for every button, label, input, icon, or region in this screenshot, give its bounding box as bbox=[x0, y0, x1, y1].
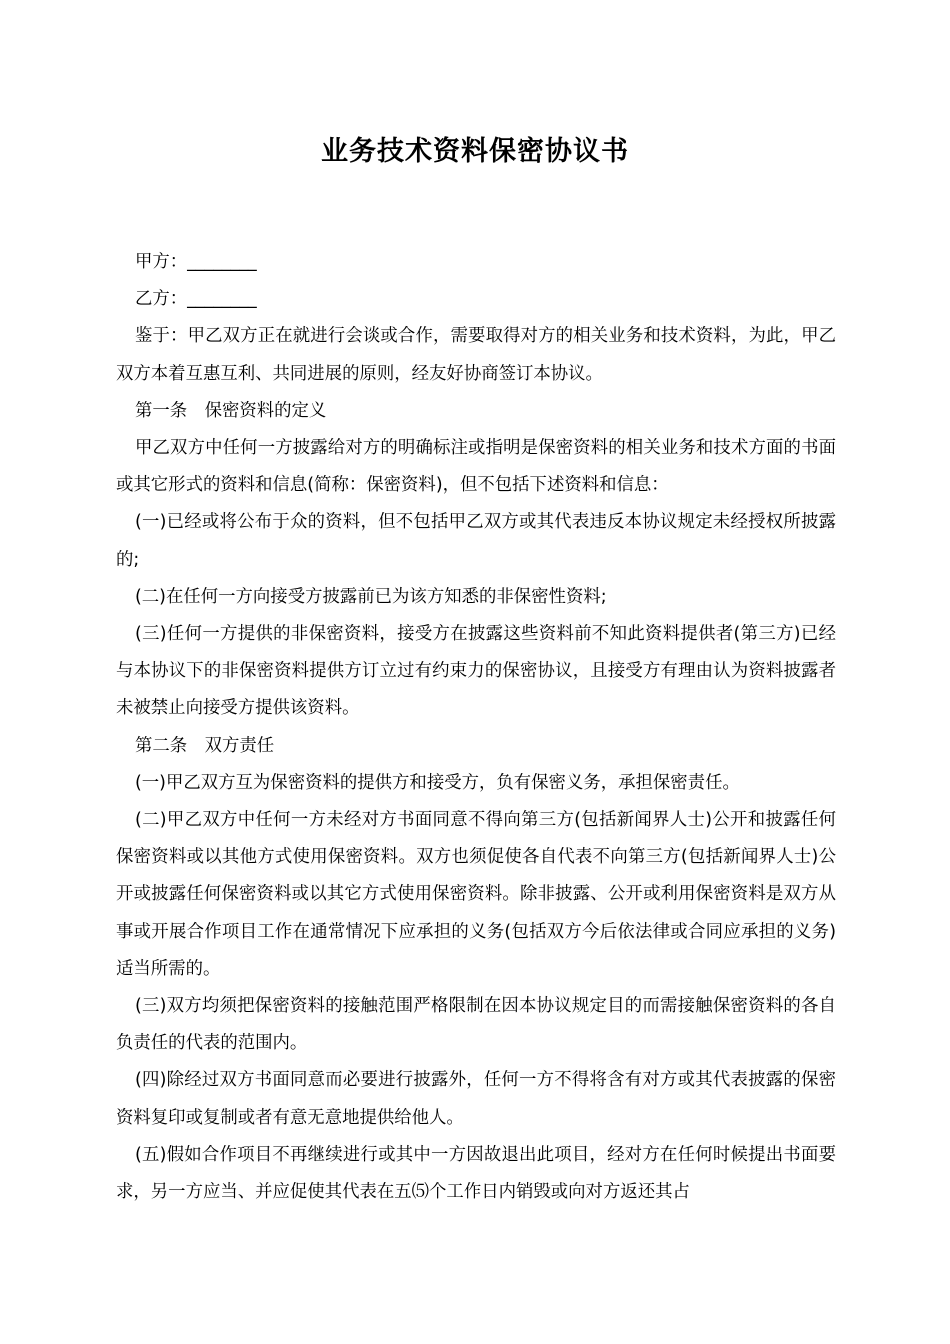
party-a-line: 甲方：________ bbox=[135, 252, 257, 272]
document-body bbox=[116, 244, 836, 1211]
article-1-item-1: (一)已经或将公布于众的资料，但不包括甲乙双方或其代表违反本协议规定未经授权所披露的; bbox=[116, 512, 836, 570]
party-b-line: 乙方：________ bbox=[135, 289, 257, 310]
article-2-item-3: (三)双方均须把保密资料的接触范围严格限制在因本协议规定目的而需接触保密资料的各自负责任的代表的范围内。 bbox=[116, 996, 836, 1054]
article-2-item-1: (一)甲乙双方互为保密资料的提供方和接受方，负有保密义务，承担保密责任。 bbox=[135, 772, 740, 793]
preamble-paragraph: 鉴于：甲乙双方正在就进行会谈或合作，需要取得对方的相关业务和技术资料，为此，甲乙双方本着互惠互利、共同进展的原则，经友好协商签订本协议。 bbox=[116, 326, 836, 384]
article-1-heading: 第一条 保密资料的定义 bbox=[135, 400, 327, 421]
article-1-item-2: (二)在任何一方向接受方披露前已为该方知悉的非保密性资料; bbox=[135, 586, 607, 607]
article-1-definition: 甲乙双方中任何一方披露给对方的明确标注或指明是保密资料的相关业务和技术方面的书面或其它形式的资料和信息(简称：保密资料)，但不包括下述资料和信息： bbox=[116, 438, 836, 496]
article-2-item-4: (四)除经过双方书面同意而必要进行披露外，任何一方不得将含有对方或其代表披露的保密资料复印或复制或者有意无意地提供给他人。 bbox=[116, 1070, 836, 1128]
article-2-heading: 第二条 双方责任 bbox=[135, 735, 275, 756]
article-2-item-5: (五)假如合作项目不再继续进行或其中一方因故退出此项目，经对方在任何时候提出书面要求，另一方应当、并应促使其代表在五⑸个工作日内销毁或向对方返还其占 bbox=[116, 1144, 836, 1203]
document-title: 业务技术资料保密协议书 bbox=[321, 136, 629, 167]
article-1-item-3: (三)任何一方提供的非保密资料，接受方在披露这些资料前不知此资料提供者(第三方)已经与本协议下的非保密资料提供方订立过有约束力的保密协议，且接受方有理由认为资料披露者未被禁止向接受方提供该资料。 bbox=[116, 624, 836, 719]
article-2-item-2: (二)甲乙双方中任何一方未经对方书面同意不得向第三方(包括新闻界人士)公开和披露任何保密资料或以其他方式使用保密资料。双方也须促使各自代表不向第三方(包括新闻界人士)公开或披露任何保密资料或以其它方式使用保密资料。除非披露、公开或利用保密资料是双方从事或开展合作项目工作在通常情况下应承担的义务(包括双方今后依法律或合同应承担的义务)适当所需的。 bbox=[116, 810, 836, 979]
